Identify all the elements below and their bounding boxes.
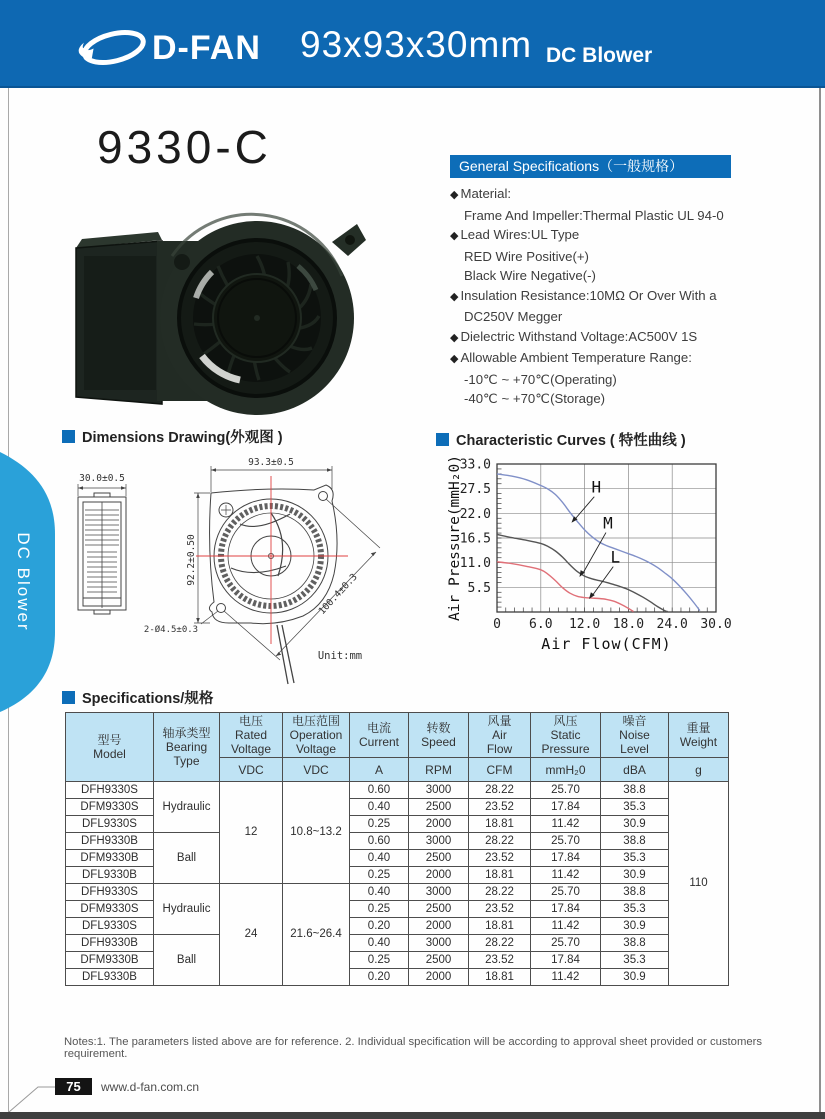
cell-airflow: 18.81: [469, 816, 531, 833]
side-tab-label: DC Blower: [14, 532, 33, 632]
cell-noise: 35.3: [601, 952, 669, 969]
cell-current: 0.20: [350, 918, 409, 935]
diamond-bullet-icon: ◆: [450, 230, 459, 242]
cell-speed: 2500: [409, 799, 469, 816]
dim-pitch: 100.4±0.3: [316, 571, 360, 617]
cell-pressure: 11.42: [531, 969, 601, 986]
dim-depth: 30.0±0.5: [79, 473, 125, 484]
cell-current: 0.60: [350, 833, 409, 850]
cell-current: 0.60: [350, 782, 409, 799]
y-tick-label: 22.0: [459, 506, 491, 522]
cell-speed: 2000: [409, 867, 469, 884]
cell-airflow: 28.22: [469, 833, 531, 850]
dim-width: 93.3±0.5: [248, 457, 294, 468]
cell-model: DFH9330S: [66, 782, 154, 799]
col-header: 型号 Model: [66, 713, 154, 782]
col-unit: VDC: [283, 758, 350, 782]
brand-logo: [72, 26, 261, 70]
cell-pressure: 25.70: [531, 884, 601, 901]
header-banner: [0, 0, 825, 88]
cell-speed: 3000: [409, 935, 469, 952]
cell-model: DFL9330B: [66, 969, 154, 986]
cell-speed: 2500: [409, 850, 469, 867]
page-number-badge: 75: [55, 1078, 92, 1095]
dim-height: 92.2±0.50: [186, 534, 197, 586]
spec-item: -40℃ ~ +70℃(Storage): [464, 391, 606, 406]
cell-operation-voltage: 10.8~13.2: [283, 782, 350, 884]
cell-bearing: Ball: [154, 935, 220, 986]
cell-bearing: Hydraulic: [154, 884, 220, 935]
leader-line: [592, 567, 613, 596]
cell-pressure: 17.84: [531, 799, 601, 816]
specs-title-text: Specifications/规格: [82, 691, 214, 707]
cell-pressure: 25.70: [531, 782, 601, 799]
section-bullet-icon: [62, 691, 75, 704]
diamond-bullet-icon: ◆: [450, 189, 459, 201]
col-unit: dBA: [601, 758, 669, 782]
general-specs-list: [450, 184, 810, 409]
cell-noise: 35.3: [601, 901, 669, 918]
col-unit: g: [669, 758, 729, 782]
cell-model: DFH9330B: [66, 935, 154, 952]
cell-model: DFM9330B: [66, 850, 154, 867]
x-tick-label: 18.0: [612, 617, 645, 632]
cell-current: 0.40: [350, 935, 409, 952]
website-link[interactable]: www.d-fan.com.cn: [101, 1080, 200, 1094]
col-unit: VDC: [220, 758, 283, 782]
col-header: 电压 Rated Voltage: [220, 713, 283, 758]
cell-noise: 35.3: [601, 799, 669, 816]
x-tick-label: 30.0: [700, 617, 732, 632]
table-row: [66, 833, 729, 850]
dim-holes: 2-Ø4.5±0.3: [143, 625, 199, 635]
diamond-bullet-icon: ◆: [450, 290, 459, 303]
cell-noise: 30.9: [601, 969, 669, 986]
cell-airflow: 23.52: [469, 850, 531, 867]
col-header: 转数 Speed: [409, 713, 469, 758]
brand-name: D-FAN: [152, 28, 261, 67]
cell-speed: 2000: [409, 969, 469, 986]
col-unit: CFM: [469, 758, 531, 782]
table-row: [66, 935, 729, 952]
x-tick-label: 12.0: [568, 617, 601, 632]
curve-label-M: M: [603, 513, 613, 533]
specs-section-title: [62, 687, 213, 708]
cell-airflow: 18.81: [469, 867, 531, 884]
spec-item: ◆ Dielectric Withstand Voltage:AC500V 1S: [450, 328, 698, 344]
cell-noise: 30.9: [601, 816, 669, 833]
y-axis-title: Air Pressure(mmH₂0): [447, 455, 463, 621]
spec-table: [65, 712, 729, 986]
cell-model: DFM9330S: [66, 799, 154, 816]
curves-section-title: [436, 429, 686, 450]
section-bullet-icon: [62, 430, 75, 443]
cell-noise: 38.8: [601, 833, 669, 850]
cell-current: 0.20: [350, 969, 409, 986]
spec-item: Black Wire Negative(-): [464, 268, 596, 283]
cell-current: 0.25: [350, 816, 409, 833]
x-tick-label: 24.0: [656, 617, 688, 632]
cell-operation-voltage: 21.6~26.4: [283, 884, 350, 986]
cell-pressure: 25.70: [531, 833, 601, 850]
cell-pressure: 11.42: [531, 918, 601, 935]
cell-current: 0.40: [350, 850, 409, 867]
y-tick-label: 33.0: [459, 457, 491, 473]
section-bullet-icon: [436, 433, 449, 446]
spec-item: -10℃ ~ +70℃(Operating): [464, 371, 617, 387]
spec-item: ◆ Material:: [450, 186, 512, 201]
cell-pressure: 11.42: [531, 816, 601, 833]
col-header: 重量 Weight: [669, 713, 729, 758]
cell-speed: 2500: [409, 952, 469, 969]
fan-swirl-icon: [72, 26, 160, 70]
general-specs-title-bar: General Specifications（一般规格）: [450, 155, 731, 178]
col-unit: RPM: [409, 758, 469, 782]
cell-noise: 35.3: [601, 850, 669, 867]
spec-item: ◆ Lead Wires:UL Type: [450, 227, 580, 242]
cell-speed: 3000: [409, 782, 469, 799]
cell-current: 0.25: [350, 901, 409, 918]
cell-airflow: 18.81: [469, 918, 531, 935]
x-tick-label: 0: [493, 617, 501, 632]
cell-airflow: 23.52: [469, 901, 531, 918]
spec-item: ◆ Allowable Ambient Temperature Range:: [450, 350, 692, 365]
cell-noise: 30.9: [601, 918, 669, 935]
col-unit: A: [350, 758, 409, 782]
dimensions-section-title: [62, 426, 283, 447]
cell-model: DFL9330B: [66, 867, 154, 884]
cell-noise: 30.9: [601, 867, 669, 884]
cell-pressure: 17.84: [531, 901, 601, 918]
cell-pressure: 17.84: [531, 952, 601, 969]
notes-text: Notes:1. The parameters listed above are for reference. 2. Individual specification will be according to approval sheet provided or customers requirement.: [64, 1036, 763, 1060]
spec-item: DC250V Megger: [464, 309, 563, 324]
cell-bearing: Hydraulic: [154, 782, 220, 833]
x-axis-title: Air Flow(CFM): [541, 635, 672, 653]
cell-speed: 2000: [409, 816, 469, 833]
col-unit: mmH₂0: [531, 758, 601, 782]
cell-speed: 3000: [409, 884, 469, 901]
col-header: 风压 Static Pressure: [531, 713, 601, 758]
bottom-bar: [0, 1112, 825, 1119]
cell-airflow: 23.52: [469, 952, 531, 969]
cell-model: DFL9330S: [66, 918, 154, 935]
col-header: 风量 Air Flow: [469, 713, 531, 758]
table-row: [66, 884, 729, 901]
dim-unit: Unit:mm: [317, 650, 363, 662]
curves-title-text: Characteristic Curves ( 特性曲线 ): [456, 433, 686, 449]
table-row: [66, 782, 729, 799]
curve-label-H: H: [591, 477, 602, 497]
cell-weight: 110: [669, 782, 729, 986]
cell-pressure: 11.42: [531, 867, 601, 884]
cell-speed: 2000: [409, 918, 469, 935]
spec-item: Frame And Impeller:Thermal Plastic UL 94-0: [464, 207, 724, 223]
col-header: 电流 Current: [350, 713, 409, 758]
col-header: 电压范围 Operation Voltage: [283, 713, 350, 758]
spec-item: ◆ Insulation Resistance:10MΩ Or Over With a: [450, 287, 717, 303]
cell-bearing: Ball: [154, 833, 220, 884]
curve-label-L: L: [610, 547, 621, 567]
cell-airflow: 28.22: [469, 935, 531, 952]
cell-airflow: 28.22: [469, 782, 531, 799]
cell-rated-voltage: 24: [220, 884, 283, 986]
col-header: 噪音 Noise Level: [601, 713, 669, 758]
side-tab-dc-blower: [0, 448, 58, 716]
y-tick-label: 27.5: [459, 482, 491, 498]
cell-current: 0.40: [350, 884, 409, 901]
cell-current: 0.25: [350, 867, 409, 884]
model-title: 9330-C: [97, 121, 272, 173]
x-tick-label: 6.0: [529, 617, 553, 632]
cell-model: DFL9330S: [66, 816, 154, 833]
dimensions-title-text: Dimensions Drawing(外观图 ): [82, 430, 283, 446]
cell-current: 0.25: [350, 952, 409, 969]
y-tick-label: 5.5: [467, 580, 491, 596]
cell-airflow: 28.22: [469, 884, 531, 901]
characteristic-curves-chart: [445, 453, 820, 670]
diamond-bullet-icon: ◆: [450, 353, 459, 365]
product-photo: [62, 186, 402, 416]
cell-noise: 38.8: [601, 935, 669, 952]
cell-pressure: 25.70: [531, 935, 601, 952]
cell-speed: 3000: [409, 833, 469, 850]
cell-noise: 38.8: [601, 884, 669, 901]
product-size: 93x93x30mm: [300, 24, 533, 65]
y-tick-label: 11.0: [459, 556, 491, 572]
cell-model: DFH9330S: [66, 884, 154, 901]
spec-item: RED Wire Positive(+): [464, 248, 589, 264]
dimensions-drawing: [58, 448, 430, 693]
cell-current: 0.40: [350, 799, 409, 816]
cell-airflow: 23.52: [469, 799, 531, 816]
y-tick-label: 16.5: [459, 531, 491, 547]
curve-L: [497, 562, 634, 612]
cell-pressure: 17.84: [531, 850, 601, 867]
cell-model: DFM9330S: [66, 901, 154, 918]
cell-model: DFH9330B: [66, 833, 154, 850]
diamond-bullet-icon: ◆: [450, 331, 459, 344]
spec-table-wrap: [65, 712, 729, 986]
cell-airflow: 18.81: [469, 969, 531, 986]
cell-noise: 38.8: [601, 782, 669, 799]
cell-model: DFM9330B: [66, 952, 154, 969]
col-header: 轴承类型 Bearing Type: [154, 713, 220, 782]
cell-speed: 2500: [409, 901, 469, 918]
product-type: DC Blower: [546, 44, 653, 67]
cell-rated-voltage: 12: [220, 782, 283, 884]
